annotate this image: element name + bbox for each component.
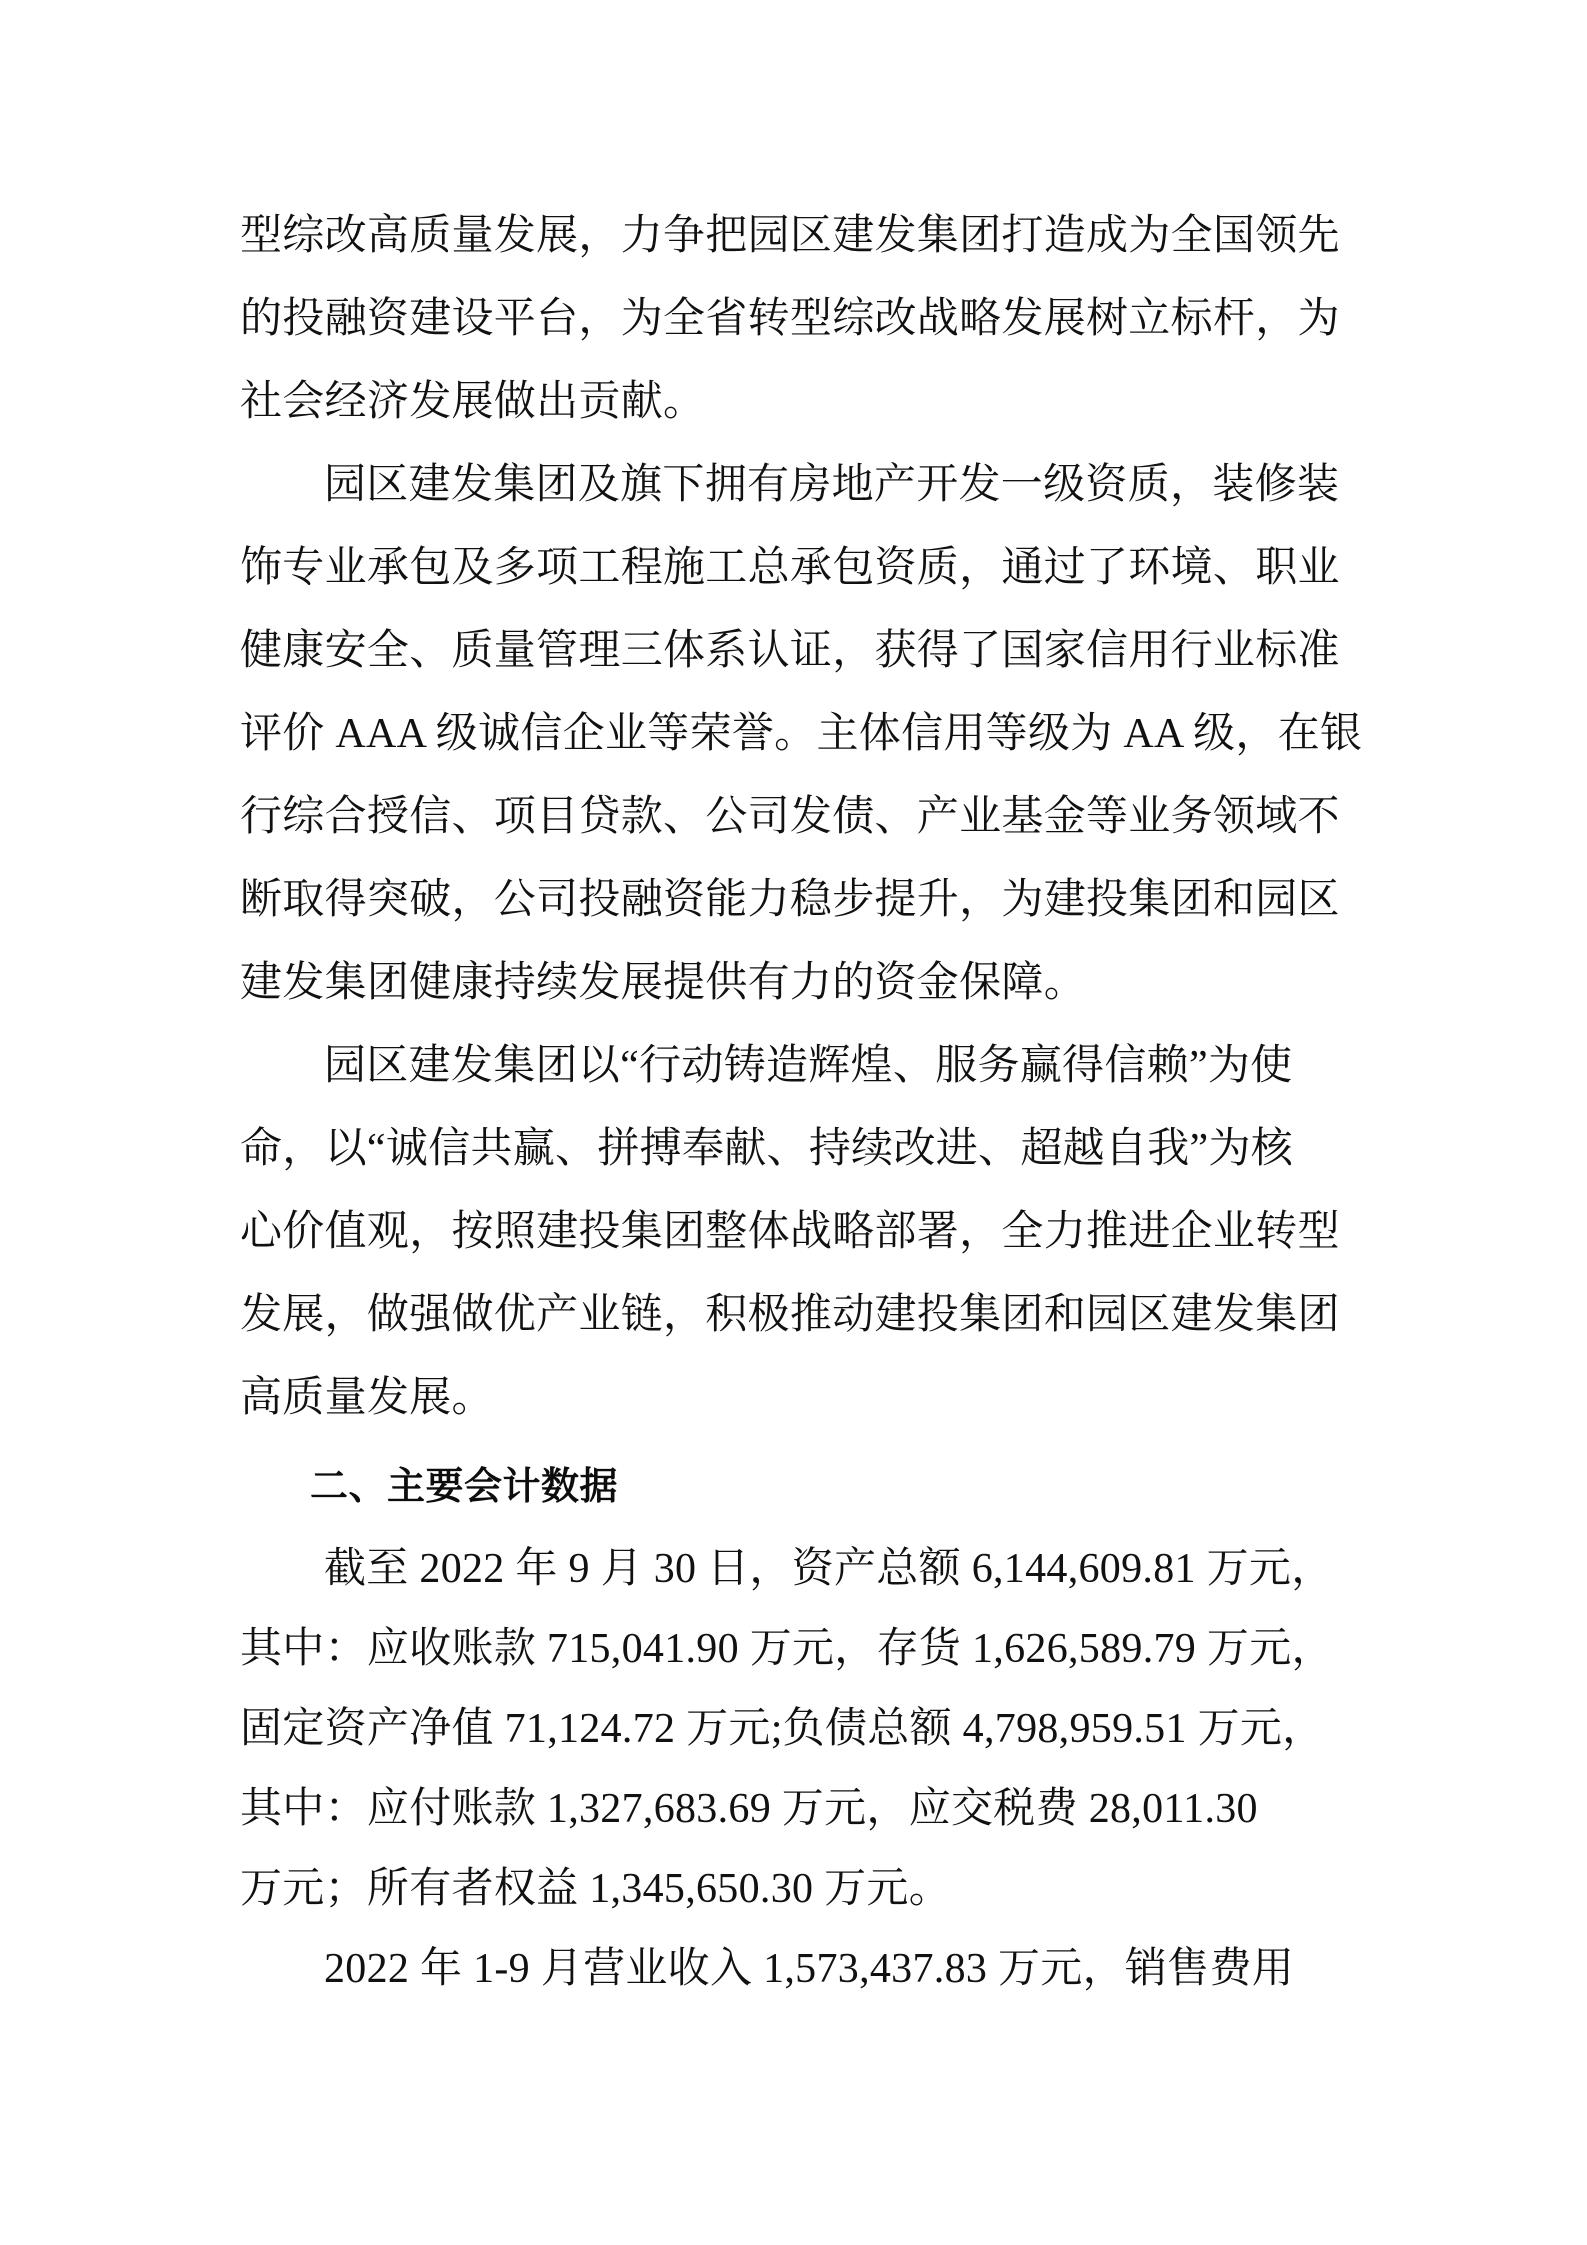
text-block xyxy=(240,195,1363,2009)
text-line: 截至 2022 年 9 月 30 日，资产总额 6,144,609.81 万元， xyxy=(324,1546,1334,1592)
text-line: 的投融资建设平台，为全省转型综改战略发展树立标杆，为 xyxy=(240,296,1340,342)
text-line: 固定资产净值 71,124.72 万元;负债总额 4,798,959.51 万元， xyxy=(240,1706,1325,1752)
paragraph-mission xyxy=(240,1025,1355,1440)
paragraph-accounting xyxy=(240,1529,1355,1929)
text-line: 命，以“诚信共赢、拼搏奉献、持续改进、超越自我”为核 xyxy=(240,1126,1294,1172)
text-line: 其中：应付账款 1,327,683.69 万元，应交税费 28,011.30 xyxy=(240,1786,1258,1832)
paragraph-qualifications xyxy=(240,444,1363,1025)
text-line: 饰专业承包及多项工程施工总承包资质，通过了环境、职业 xyxy=(240,545,1340,591)
text-line: 社会经济发展做出贡献。 xyxy=(240,379,706,425)
text-line: 2022 年 1-9 月营业收入 1,573,437.83 万元，销售费用 xyxy=(324,1946,1295,1992)
section-heading: 二、主要会计数据 xyxy=(310,1466,619,1508)
paragraph-revenue xyxy=(240,1929,1355,2009)
text-line: 园区建发集团及旗下拥有房地产开发一级资质，装修装 xyxy=(324,462,1340,508)
text-line: 发展，做强做优产业链，积极推动建投集团和园区建发集团 xyxy=(240,1292,1340,1338)
text-line: 评价 AAA 级诚信企业等荣誉。主体信用等级为 AA 级，在银 xyxy=(240,711,1363,757)
text-line: 建发集团健康持续发展提供有力的资金保障。 xyxy=(240,960,1087,1006)
text-line: 断取得突破，公司投融资能力稳步提升，为建投集团和园区 xyxy=(240,877,1340,923)
text-line: 万元；所有者权益 1,345,650.30 万元。 xyxy=(240,1866,952,1912)
text-line: 健康安全、质量管理三体系认证，获得了国家信用行业标准 xyxy=(240,628,1340,674)
text-line: 园区建发集团以“行动铸造辉煌、服务赢得信赖”为使 xyxy=(324,1043,1293,1089)
text-line: 心价值观，按照建投集团整体战略部署，全力推进企业转型 xyxy=(240,1209,1340,1255)
paragraph-continuation xyxy=(240,195,1355,444)
text-line: 其中：应收账款 715,041.90 万元，存货 1,626,589.79 万元， xyxy=(240,1626,1334,1672)
text-line: 高质量发展。 xyxy=(240,1375,494,1421)
text-line: 型综改高质量发展，力争把园区建发集团打造成为全国领先 xyxy=(240,213,1340,259)
text-line: 行综合授信、项目贷款、公司发债、产业基金等业务领域不 xyxy=(240,794,1340,840)
